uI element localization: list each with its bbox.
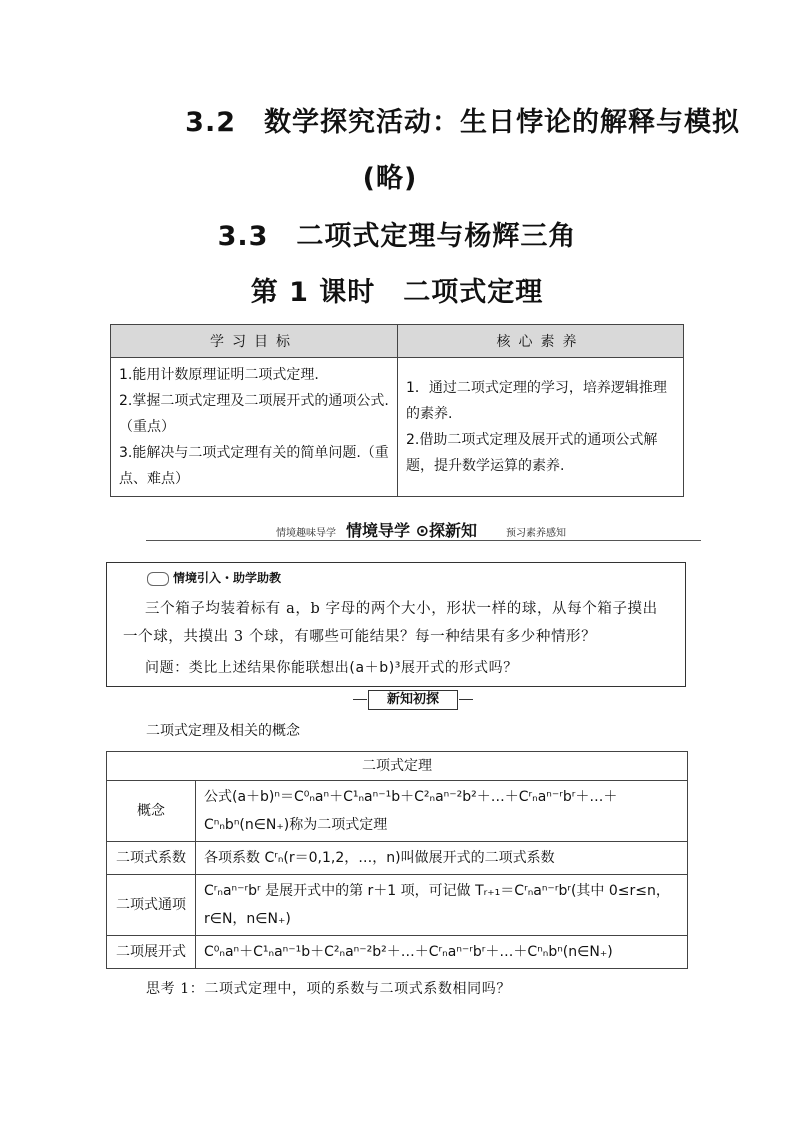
literacy-item: 2.借助二项式定理及展开式的通项公式解题，提升数学运算的素养. bbox=[406, 432, 658, 474]
row-label: 概念 bbox=[107, 781, 196, 842]
theorem-table-header: 二项式定理 bbox=[107, 752, 688, 781]
section-title-3-2: 3.2 数学探究活动：生日悖论的解释与模拟 bbox=[185, 107, 740, 138]
section-title-omitted: (略) bbox=[362, 163, 418, 194]
literacy-header: 核心素养 bbox=[398, 325, 684, 358]
banner-right-caption: 预习素养感知 bbox=[506, 528, 566, 539]
banner-title: 情境导学 ⊙探新知 bbox=[346, 521, 477, 540]
objective-item: 3.能解决与二项式定理有关的简单问题.（重点、难点） bbox=[119, 445, 389, 487]
concept-heading: 二项式定理及相关的概念 bbox=[146, 723, 300, 739]
objective-item: 1.能用计数原理证明二项式定理. bbox=[119, 367, 319, 383]
row-content: Cʳₙaⁿ⁻ʳbʳ 是展开式中的第 r＋1 项，可记做 Tᵣ₊₁＝Cʳₙaⁿ⁻ʳbʳ(其中 0≤r≤n，r∈N，n∈N₊) bbox=[196, 875, 688, 936]
scenario-box bbox=[106, 562, 686, 687]
lesson-title: 第 1 课时 二项式定理 bbox=[250, 277, 544, 308]
theorem-table bbox=[106, 751, 688, 969]
table-row bbox=[107, 842, 688, 875]
table-row bbox=[107, 936, 688, 969]
scenario-paragraph: 三个箱子均装着标有 a，b 字母的两个大小，形状一样的球，从每个箱子摸出 bbox=[145, 601, 658, 617]
scenario-heading bbox=[147, 569, 281, 586]
literacy-list bbox=[398, 358, 684, 497]
row-content: 公式(a＋b)ⁿ＝C⁰ₙaⁿ＋C¹ₙaⁿ⁻¹b＋C²ₙaⁿ⁻²b²＋…＋Cʳₙaⁿ⁻ʳbʳ＋…＋Cⁿₙbⁿ(n∈N₊)称为二项式定理 bbox=[196, 781, 688, 842]
section-title-3-3: 3.3 二项式定理与杨辉三角 bbox=[217, 221, 577, 252]
objective-item: 2.掌握二项式定理及二项展开式的通项公式.（重点） bbox=[119, 393, 389, 435]
scenario-heading-text: 情境引入・助学助教 bbox=[173, 571, 282, 585]
literacy-item: 1．通过二项式定理的学习，培养逻辑推理的素养. bbox=[406, 380, 667, 422]
banner-left-caption: 情境趣味导学 bbox=[276, 528, 336, 539]
scenario-paragraph: 一个球，共摸出 3 个球，有哪些可能结果？每一种结果有多少种情形？ bbox=[123, 629, 597, 645]
section-banner bbox=[146, 518, 701, 546]
row-label: 二项式系数 bbox=[107, 842, 196, 875]
row-label: 二项展开式 bbox=[107, 936, 196, 969]
hands-icon bbox=[147, 572, 169, 586]
table-row bbox=[107, 875, 688, 936]
objectives-list bbox=[111, 358, 398, 497]
objectives-table bbox=[110, 324, 684, 497]
table-row bbox=[107, 781, 688, 842]
new-knowledge-tag: 新知初探 bbox=[368, 690, 458, 710]
row-content: C⁰ₙaⁿ＋C¹ₙaⁿ⁻¹b＋C²ₙaⁿ⁻²b²＋…＋Cʳₙaⁿ⁻ʳbʳ＋…＋Cⁿₙbⁿ(n∈N₊) bbox=[196, 936, 688, 969]
think-question: 思考 1：二项式定理中，项的系数与二项式系数相同吗？ bbox=[146, 981, 511, 997]
objectives-header: 学习目标 bbox=[111, 325, 398, 358]
row-label: 二项式通项 bbox=[107, 875, 196, 936]
row-content: 各项系数 Cʳₙ(r＝0,1,2，…，n)叫做展开式的二项式系数 bbox=[196, 842, 688, 875]
scenario-question: 问题：类比上述结果你能联想出(a＋b)³展开式的形式吗？ bbox=[145, 660, 518, 676]
